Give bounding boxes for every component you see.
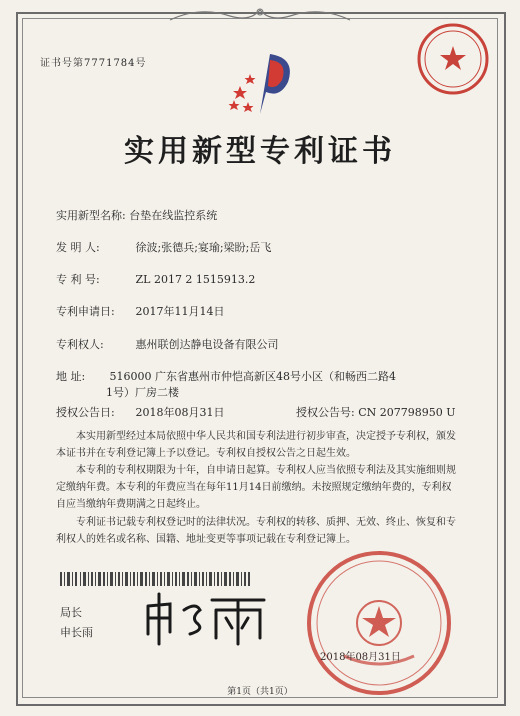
patentee-label: 专利权人: [56, 338, 104, 351]
filing-date-value: 2017年11月14日 [135, 305, 225, 318]
grant-number-row [296, 404, 456, 420]
bottom-seal-icon [304, 548, 454, 698]
address-row [56, 368, 396, 384]
top-ornament-icon [160, 4, 360, 26]
utility-model-name-row [56, 207, 217, 223]
grant-date-row [56, 404, 225, 420]
grant-number-label: 授权公告号: [296, 406, 355, 419]
filing-date-label: 专利申请日: [56, 305, 115, 318]
utility-model-name-label: 实用新型名称: [56, 209, 126, 222]
director-name: 申长雨 [60, 626, 93, 639]
patentee-value: 惠州联创达静电设备有限公司 [135, 338, 279, 351]
utility-model-name-value: 台垫在线监控系统 [129, 209, 218, 222]
patent-number-label: 专 利 号: [56, 273, 100, 286]
patent-number-value: ZL 2017 2 1515913.2 [135, 273, 256, 286]
patent-office-logo-icon [226, 48, 306, 118]
body-paragraph-3: 专利证书记载专利权登记时的法律状况。专利权的转移、质押、无效、终止、恢复和专利权人的姓名或名称、国籍、地址变更等事项记载在专利登记簿上。 [56, 517, 456, 545]
body-paragraph-2: 本专利的专利权期限为十年，自申请日起算。专利权人应当依照专利法及其实施细则规定缴纳年费。本专利的年费应当在每年11月14日前缴纳。未按照规定缴纳年费的，专利权自应当缴纳年费期满之日起终止。 [56, 465, 456, 510]
page-number: 第1页（共1页） [227, 687, 293, 697]
certificate-number: 证书号第7771784号 [40, 58, 147, 69]
address-line1: 516000 广东省惠州市仲恺高新区48号小区（和畅西二路4 [109, 370, 396, 383]
patent-number-row [56, 271, 255, 287]
barcode-icon [60, 572, 250, 586]
inventor-row [56, 239, 271, 255]
inventor-label: 发 明 人: [56, 241, 100, 254]
inventor-value: 徐波;张德兵;宴瑜;梁盼;岳飞 [135, 241, 272, 254]
address-line2: 1号）厂房二楼 [106, 386, 179, 399]
grant-date-value: 2018年08月31日 [135, 406, 225, 419]
patentee-row [56, 336, 279, 352]
top-seal-icon [414, 20, 492, 98]
body-paragraph-1: 本实用新型经过本局依照中华人民共和国专利法进行初步审查，决定授予专利权，颁发本证书并在专利登记簿上予以登记。专利权自授权公告之日起生效。 [56, 431, 456, 459]
filing-date-row [56, 303, 225, 319]
grant-date-label: 授权公告日: [56, 406, 115, 419]
stamp-date: 2018年08月31日 [320, 652, 401, 663]
certificate-title: 实用新型专利证书 [124, 134, 396, 169]
handwritten-signature-icon [140, 588, 270, 648]
address-label: 地 址: [56, 370, 86, 383]
director-label: 局长 [60, 606, 82, 619]
grant-number-value: CN 207798950 U [358, 406, 456, 419]
